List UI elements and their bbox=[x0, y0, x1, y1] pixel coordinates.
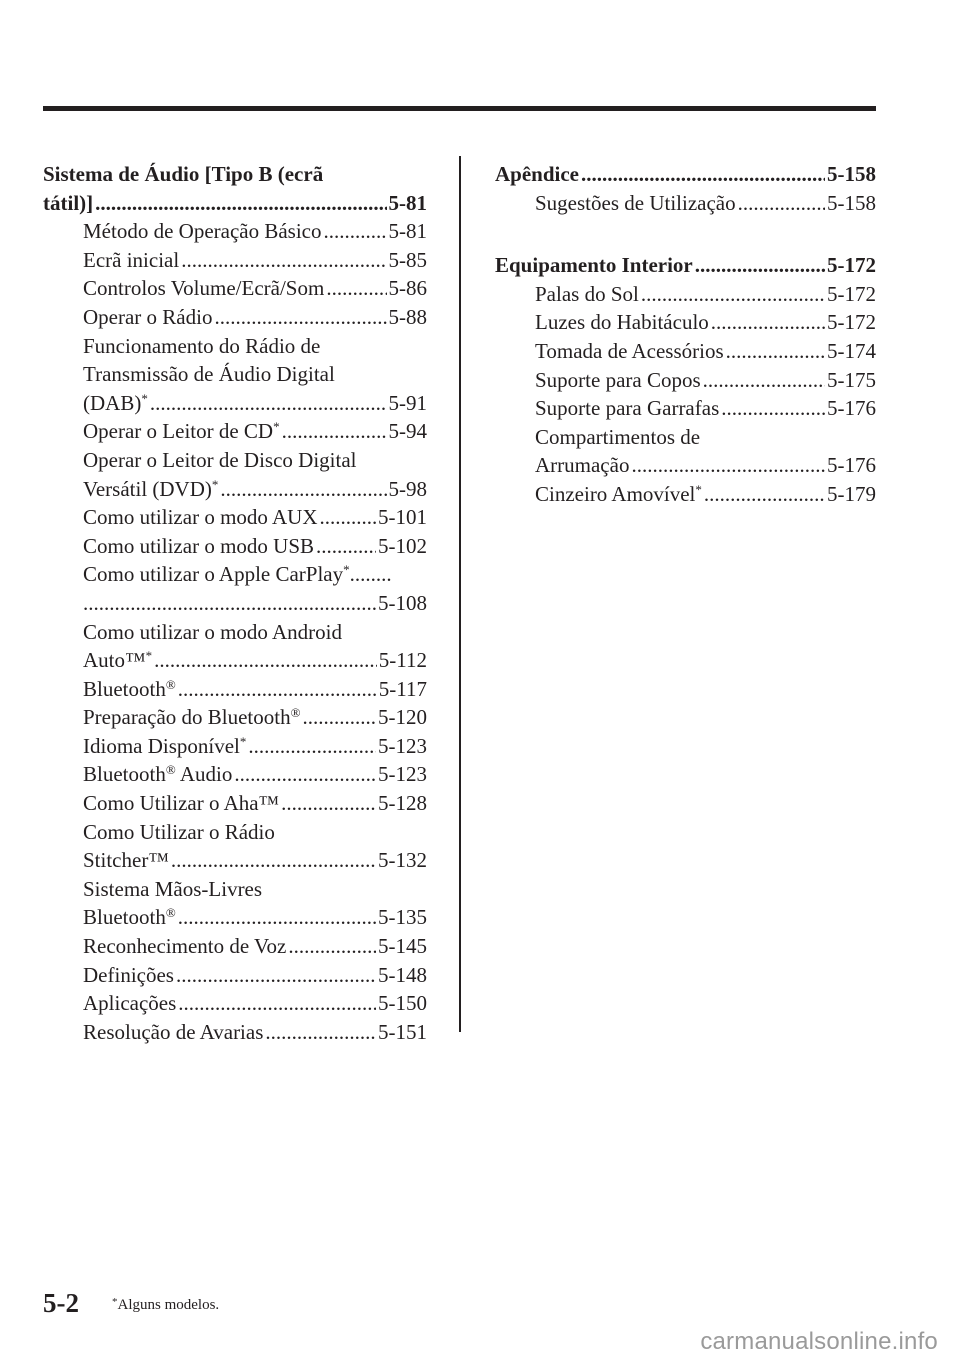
toc-entry[interactable]: Bluetooth® ..... 5-135 bbox=[43, 903, 427, 932]
toc-entry[interactable]: Auto™* ..... 5-112 bbox=[43, 646, 427, 675]
toc-entry[interactable]: Como utilizar o modo USB ..... 5-102 bbox=[43, 532, 427, 561]
column-divider bbox=[459, 156, 461, 1032]
toc-entry[interactable]: Bluetooth® Audio ..... 5-123 bbox=[43, 760, 427, 789]
toc-entry[interactable]: Luzes do Habitáculo ..... 5-172 bbox=[495, 308, 876, 337]
asterisk-mark: * bbox=[695, 481, 702, 497]
toc-entry[interactable]: Método de Operação Básico ..... 5-81 bbox=[43, 217, 427, 246]
toc-entry[interactable]: Versátil (DVD)* ..... 5-98 bbox=[43, 475, 427, 504]
toc-entry-line: Como utilizar o modo Android bbox=[83, 619, 342, 644]
footnote-text: Alguns modelos. bbox=[117, 1297, 220, 1313]
asterisk-mark: * bbox=[141, 390, 148, 406]
section-title: Sistema de Áudio [Tipo B (ecrã bbox=[43, 162, 324, 186]
registered-mark: ® bbox=[290, 705, 301, 721]
toc-entry[interactable]: Resolução de Avarias ..... 5-151 bbox=[43, 1018, 427, 1047]
toc-entry-line: Como utilizar o Apple CarPlay*........ bbox=[83, 562, 392, 587]
asterisk-mark: * bbox=[211, 476, 219, 492]
toc-entry[interactable]: Operar o Leitor de CD* ..... 5-94 bbox=[43, 417, 427, 446]
toc-entry[interactable]: ..... 5-108 bbox=[43, 589, 427, 618]
section-title-cont: tátil)] bbox=[43, 190, 94, 215]
toc-entry[interactable]: Ecrã inicial ..... 5-85 bbox=[43, 246, 427, 275]
toc-right-column bbox=[495, 160, 876, 509]
asterisk-mark: * bbox=[239, 733, 247, 749]
toc-entry[interactable]: Sugestões de Utilização ..... 5-158 bbox=[495, 189, 876, 218]
toc-entry[interactable]: Controlos Volume/Ecrã/Som ..... 5-86 bbox=[43, 274, 427, 303]
toc-entry-line: Transmissão de Áudio Digital bbox=[83, 362, 335, 387]
toc-entry-line: Sistema Mãos-Livres bbox=[83, 876, 263, 901]
toc-entry-line: Como Utilizar o Rádio bbox=[83, 819, 275, 844]
toc-entry-line: Compartimentos de bbox=[535, 424, 701, 449]
toc-entry[interactable]: Palas do Sol ..... 5-172 bbox=[495, 280, 876, 309]
registered-mark: ® bbox=[165, 762, 176, 778]
leader-dots: ........ bbox=[349, 562, 392, 587]
toc-entry[interactable]: Stitcher™ ..... 5-132 bbox=[43, 846, 427, 875]
registered-mark: ® bbox=[165, 905, 176, 921]
asterisk-mark: * bbox=[145, 648, 153, 664]
toc-left-column bbox=[43, 160, 427, 1046]
toc-entry[interactable]: Aplicações ..... 5-150 bbox=[43, 989, 427, 1018]
toc-entry[interactable]: Reconhecimento de Voz ..... 5-145 bbox=[43, 932, 427, 961]
asterisk-mark: * bbox=[273, 419, 280, 435]
toc-entry[interactable]: Como utilizar o modo AUX ..... 5-101 bbox=[43, 503, 427, 532]
toc-entry-line: Funcionamento do Rádio de bbox=[83, 333, 321, 358]
toc-entry[interactable]: Como Utilizar o Aha™ ..... 5-128 bbox=[43, 789, 427, 818]
toc-entry[interactable]: Operar o Rádio ..... 5-88 bbox=[43, 303, 427, 332]
toc-entry[interactable]: Suporte para Copos ..... 5-175 bbox=[495, 366, 876, 395]
toc-section-apendice[interactable]: Apêndice ..... 5-158 bbox=[495, 160, 876, 189]
toc-entry[interactable]: Suporte para Garrafas ..... 5-176 bbox=[495, 394, 876, 423]
asterisk-mark: * bbox=[343, 562, 350, 578]
toc-entry[interactable]: Arrumação ..... 5-176 bbox=[495, 451, 876, 480]
top-rule bbox=[43, 106, 876, 111]
toc-entry[interactable]: Bluetooth® ..... 5-117 bbox=[43, 675, 427, 704]
page-number: 5-2 bbox=[43, 1288, 79, 1318]
toc-entry-line: Operar o Leitor de Disco Digital bbox=[83, 447, 357, 472]
toc-entry[interactable]: Tomada de Acessórios ..... 5-174 bbox=[495, 337, 876, 366]
toc-page: 5-81 bbox=[388, 190, 427, 215]
toc-entry[interactable]: Cinzeiro Amovível* ..... 5-179 bbox=[495, 480, 876, 509]
toc-section-audio[interactable] bbox=[43, 189, 427, 218]
footnote bbox=[112, 1297, 219, 1314]
toc-entry[interactable]: (DAB)* ..... 5-91 bbox=[43, 389, 427, 418]
toc-section-equipamento[interactable]: Equipamento Interior ..... 5-172 bbox=[495, 251, 876, 280]
watermark: carmanualsonline.info bbox=[700, 1328, 938, 1355]
asterisk-mark: * bbox=[112, 1296, 118, 1308]
registered-mark: ® bbox=[165, 676, 176, 692]
toc-entry[interactable]: Definições ..... 5-148 bbox=[43, 961, 427, 990]
toc-entry[interactable]: Idioma Disponível* ..... 5-123 bbox=[43, 732, 427, 761]
toc-entry[interactable]: Preparação do Bluetooth® ..... 5-120 bbox=[43, 703, 427, 732]
